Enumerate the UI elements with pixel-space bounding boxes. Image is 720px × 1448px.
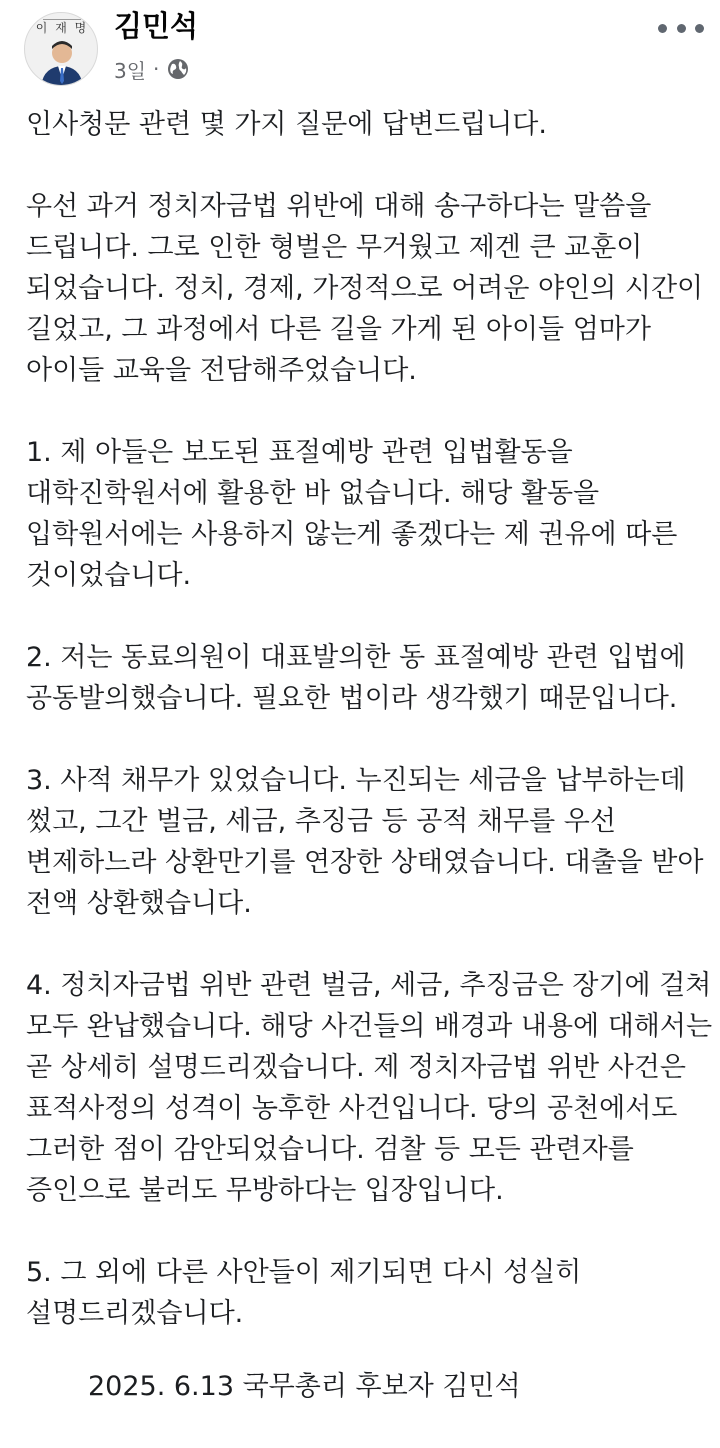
more-dot — [695, 24, 704, 33]
post-paragraph — [26, 637, 706, 719]
post-paragraph — [26, 1252, 706, 1334]
meta-separator: · — [153, 57, 160, 81]
post-header — [0, 0, 720, 100]
post-text-line: 1. 제 아들은 보도된 표절예방 관련 입법활동을 — [26, 437, 573, 468]
paragraph-gap — [26, 1211, 706, 1252]
post-text-line: 그러한 점이 감안되었습니다. 검찰 등 모든 관련자를 — [26, 1134, 634, 1165]
more-options-icon[interactable] — [658, 18, 704, 38]
post-text-line: 대학진학원서에 활용한 바 없습니다. 해당 활동을 — [26, 478, 600, 509]
post-text-line: 곧 상세히 설명드리겠습니다. 제 정치자금법 위반 사건은 — [26, 1052, 686, 1083]
post-meta — [114, 54, 189, 84]
avatar-banner-text: 이 재 명 — [35, 17, 89, 39]
post-paragraph — [26, 186, 706, 391]
post-text-line: 표적사정의 성격이 농후한 사건입니다. 당의 공천에서도 — [26, 1093, 678, 1124]
post-text-line: 설명드리겠습니다. — [26, 1298, 244, 1329]
more-dot — [677, 24, 686, 33]
post-text-line: 썼고, 그간 벌금, 세금, 추징금 등 공적 채무를 우선 — [26, 806, 616, 837]
post-text-line: 아이들 교육을 전담해주었습니다. — [26, 355, 417, 386]
post-paragraph — [26, 104, 706, 145]
author-name[interactable]: 김민석 — [114, 9, 199, 43]
paragraph-gap — [26, 924, 706, 965]
post-text-line: 전액 상환했습니다. — [26, 888, 252, 919]
paragraph-gap — [26, 596, 706, 637]
post-time[interactable]: 3일 — [114, 58, 147, 83]
post-text-line: 되었습니다. 정치, 경제, 가정적으로 어려운 야인의 시간이 — [26, 273, 704, 304]
post-signature: 2025. 6.13 국무총리 후보자 김민석 — [88, 1371, 521, 1402]
post-paragraph — [26, 965, 713, 1211]
paragraph-gap — [26, 391, 706, 432]
avatar-person-image — [39, 37, 85, 86]
more-dot — [658, 24, 667, 33]
post-paragraph — [26, 432, 706, 596]
post-text-line: 4. 정치자금법 위반 관련 벌금, 세금, 추징금은 장기에 걸쳐 — [26, 970, 712, 1001]
post-text-line: 증인으로 불러도 무방하다는 입장입니다. — [26, 1175, 504, 1206]
post-text-line: 3. 사적 채무가 있었습니다. 누진되는 세금을 납부하는데 — [26, 765, 686, 796]
avatar[interactable] — [24, 12, 98, 86]
post-paragraph — [26, 760, 706, 924]
post-text-line: 모두 완납했습니다. 해당 사건들의 배경과 내용에 대해서는 — [26, 1011, 713, 1042]
post-text-line: 우선 과거 정치자금법 위반에 대해 송구하다는 말씀을 — [26, 191, 652, 222]
post-text-line: 길었고, 그 과정에서 다른 길을 가게 된 아이들 엄마가 — [26, 314, 651, 345]
post-text-line: 입학원서에는 사용하지 않는게 좋겠다는 제 권유에 따른 — [26, 519, 678, 550]
post-text-line: 공동발의했습니다. 필요한 법이라 생각했기 때문입니다. — [26, 683, 678, 714]
post-text-line: 변제하느라 상환만기를 연장한 상태였습니다. 대출을 받아 — [26, 847, 704, 878]
post-text-line: 2. 저는 동료의원이 대표발의한 동 표절예방 관련 입법에 — [26, 642, 686, 673]
paragraph-gap — [26, 719, 706, 760]
globe-icon[interactable] — [167, 58, 189, 80]
post-body — [26, 104, 713, 1334]
post-text-line: 5. 그 외에 다른 사안들이 제기되면 다시 성실히 — [26, 1257, 582, 1288]
paragraph-gap — [26, 145, 706, 186]
post-text-line: 인사청문 관련 몇 가지 질문에 답변드립니다. — [26, 109, 547, 140]
post-text-line: 드립니다. 그로 인한 형벌은 무거웠고 제겐 큰 교훈이 — [26, 232, 643, 263]
post-text-line: 것이었습니다. — [26, 560, 192, 591]
